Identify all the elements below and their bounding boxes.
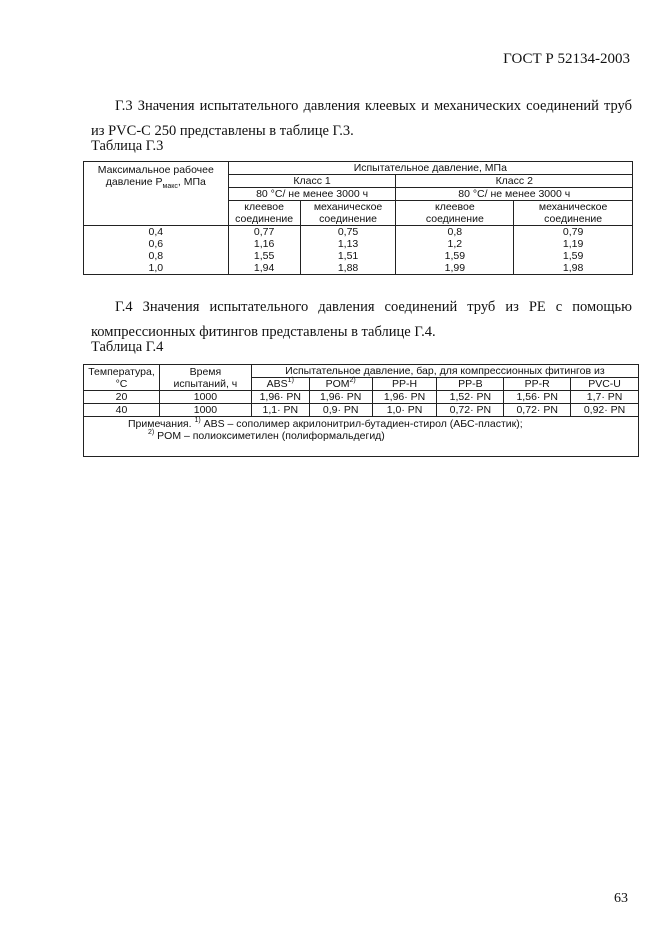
header-mech-joint-1: механическое соединение (300, 201, 396, 226)
table-row: 0,4 0,77 0,75 0,8 0,79 (84, 226, 633, 239)
header-class-1: Класс 1 (228, 175, 396, 188)
header-class-2: Класс 2 (396, 175, 633, 188)
table-caption-g4: Таблица Г.4 (91, 339, 164, 355)
header-test-pressure: Испытательное давление, МПа (228, 162, 632, 175)
header-glue-joint-1: клеевое соединение (228, 201, 300, 226)
table-notes (84, 417, 639, 457)
header-temperature: Температура, °С (84, 365, 160, 391)
table-row: 0,8 1,55 1,51 1,59 1,59 (84, 250, 633, 262)
table-row: 20 1000 1,96· PN 1,96· PN 1,96· PN 1,52· PN 1,56· PN 1,7· PN (84, 391, 639, 404)
table-row: 40 1000 1,1· PN 0,9· PN 1,0· PN 0,72· PN 0,72· PN 0,92· PN (84, 404, 639, 417)
header-material-pp-b: PP-B (437, 378, 504, 391)
paragraph-g4: Г.4 Значения испытательного давления соединений труб из PE с помощью компрессионных фитингов представлены в таблице Г.4. (91, 299, 632, 340)
document-code: ГОСТ Р 52134-2003 (503, 51, 630, 67)
header-material-pvc-u: PVC-U (571, 378, 639, 391)
header-condition-2: 80 °С/ не менее 3000 ч (396, 188, 633, 201)
header-material-pp-r: PP-R (504, 378, 571, 391)
paragraph-g3: Г.3 Значения испытательного давления клеевых и механических соединений труб из PVC-C 250 представлены в таблице Г.3. (91, 98, 632, 139)
header-glue-joint-2: клеевое соединение (396, 201, 514, 226)
header-condition-1: 80 °С/ не менее 3000 ч (228, 188, 396, 201)
header-test-time: Время испытаний, ч (159, 365, 251, 391)
header-material-pom: POM$^{2)}$ (309, 378, 372, 391)
header-test-pressure-bar: Испытательное давление, бар, для компрессионных фитингов из (251, 365, 638, 378)
table-caption-g3: Таблица Г.3 (91, 138, 164, 154)
table-row: 1,0 1,94 1,88 1,99 1,98 (84, 262, 633, 275)
table-row: 0,6 1,16 1,13 1,2 1,19 (84, 238, 633, 250)
table-g3 (83, 161, 633, 275)
note-1: Примечания. $^{1)}$ ABS – сополимер акрилонитрил-бутадиен-стирол (АБС-пластик); (128, 417, 523, 430)
header-material-abs: ABS$^{1)}$ (251, 378, 309, 391)
header-mech-joint-2: механическое соединение (514, 201, 633, 226)
header-material-pp-h: PP-H (372, 378, 437, 391)
note-2: $^{2)}$ POM – полиоксиметилен (полиформальдегид) (148, 429, 385, 442)
page-number: 63 (614, 891, 628, 906)
header-max-pressure: Максимальное рабочее давление $P_{макс}$, МПа (84, 162, 229, 226)
table-g4 (83, 364, 639, 457)
